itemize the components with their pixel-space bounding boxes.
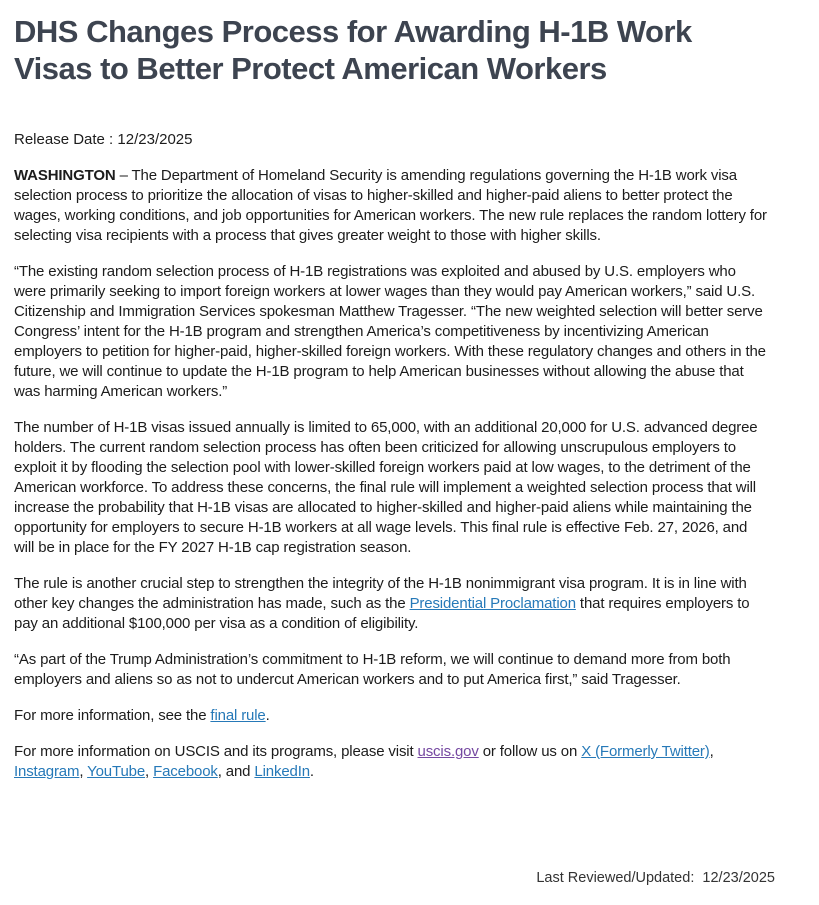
article-body [14, 166, 769, 782]
text-run: , [79, 763, 88, 780]
paragraph [14, 166, 769, 246]
page-title: DHS Changes Process for Awarding H-1B Work Visas to Better Protect American Workers [14, 14, 692, 86]
text-run: For more information on USCIS and its programs, please visit [14, 743, 418, 760]
release-date-value: 12/23/2025 [117, 131, 193, 148]
text-run: , [709, 743, 714, 760]
youtube-link[interactable]: YouTube [87, 763, 146, 780]
final-rule-link[interactable]: final rule [210, 707, 266, 724]
instagram-link[interactable]: Instagram [14, 763, 80, 780]
text-run: “As part of the Trump Administration’s commitment to H-1B reform, we will continue to demand more from both employers and aliens so as not to undercut American workers and to put America first,” said Tragesser. [14, 651, 731, 688]
last-reviewed-value: 12/23/2025 [702, 870, 775, 886]
release-date [14, 131, 769, 149]
last-reviewed [536, 869, 775, 887]
text-run: or follow us on [478, 743, 582, 760]
release-date-label: Release Date : [14, 131, 114, 148]
text-run: For more information, see the [14, 707, 211, 724]
text-run: , [145, 763, 154, 780]
paragraph [14, 742, 769, 782]
text-run: . [309, 763, 314, 780]
paragraph [14, 262, 769, 402]
paragraph [14, 706, 769, 726]
paragraph [14, 574, 769, 634]
text-run: The rule is another crucial step to strengthen the integrity of the H-1B nonimmigrant visa program. It is in line with other key changes the administration has made, such as the [14, 575, 747, 612]
paragraph [14, 418, 769, 558]
facebook-link[interactable]: Facebook [153, 763, 218, 780]
uscis-gov-link[interactable]: uscis.gov [417, 743, 479, 760]
text-run: “The existing random selection process of H-1B registrations was exploited and abused by U.S. employers who were primarily seeking to import foreign workers at lower wages than they would pay American workers,” said U.S. Citizenship and Immigration Services spokesman Matthew Tragesser. “The new weighted selection will better serve Congress’ intent for the H-1B program and strengthen America’s competitiveness by incentivizing American employers to petition for higher-paid, higher-skilled foreign workers. With these regulatory changes and others in the future, we will continue to update the H-1B program to help American businesses without allowing the abuse that was harming American workers.” [14, 263, 766, 400]
linkedin-link[interactable]: LinkedIn [254, 763, 310, 780]
text-run: . [265, 707, 270, 724]
text-run: The number of H-1B visas issued annually is limited to 65,000, with an additional 20,000 for U.S. advanced degree holders. The current random selection process has often been criticized for allowing unscrupulous employers to exploit it by flooding the selection pool with lower-skilled foreign workers paid at low wages, to the detriment of the American workforce. To address these concerns, the final rule will implement a weighted selection process that will increase the probability that H-1B visas are allocated to higher-skilled and higher-paid aliens while maintaining the opportunity for employers to secure H-1B workers at all wage levels. This final rule is effective Feb. 27, 2026, and will be in place for the FY 2027 H-1B cap registration season. [14, 419, 758, 556]
text-run: , and [217, 763, 255, 780]
text-run: that requires employers to pay an additional $100,000 per visa as a condition of eligibility. [14, 595, 750, 632]
last-reviewed-label: Last Reviewed/Updated: [536, 870, 695, 886]
presidential-proclamation-link[interactable]: Presidential Proclamation [409, 595, 576, 612]
paragraph [14, 650, 769, 690]
x-formerly-twitter-link[interactable]: X (Formerly Twitter) [581, 743, 710, 760]
bold-text: WASHINGTON [14, 167, 116, 184]
text-run: – The Department of Homeland Security is amending regulations governing the H-1B work visa selection process to prioritize the allocation of visas to higher-skilled and higher-paid aliens to better protect the wages, working conditions, and job opportunities for American workers. The new rule replaces the random lottery for selecting visa recipients with a process that gives greater weight to those with higher skills. [14, 167, 767, 244]
